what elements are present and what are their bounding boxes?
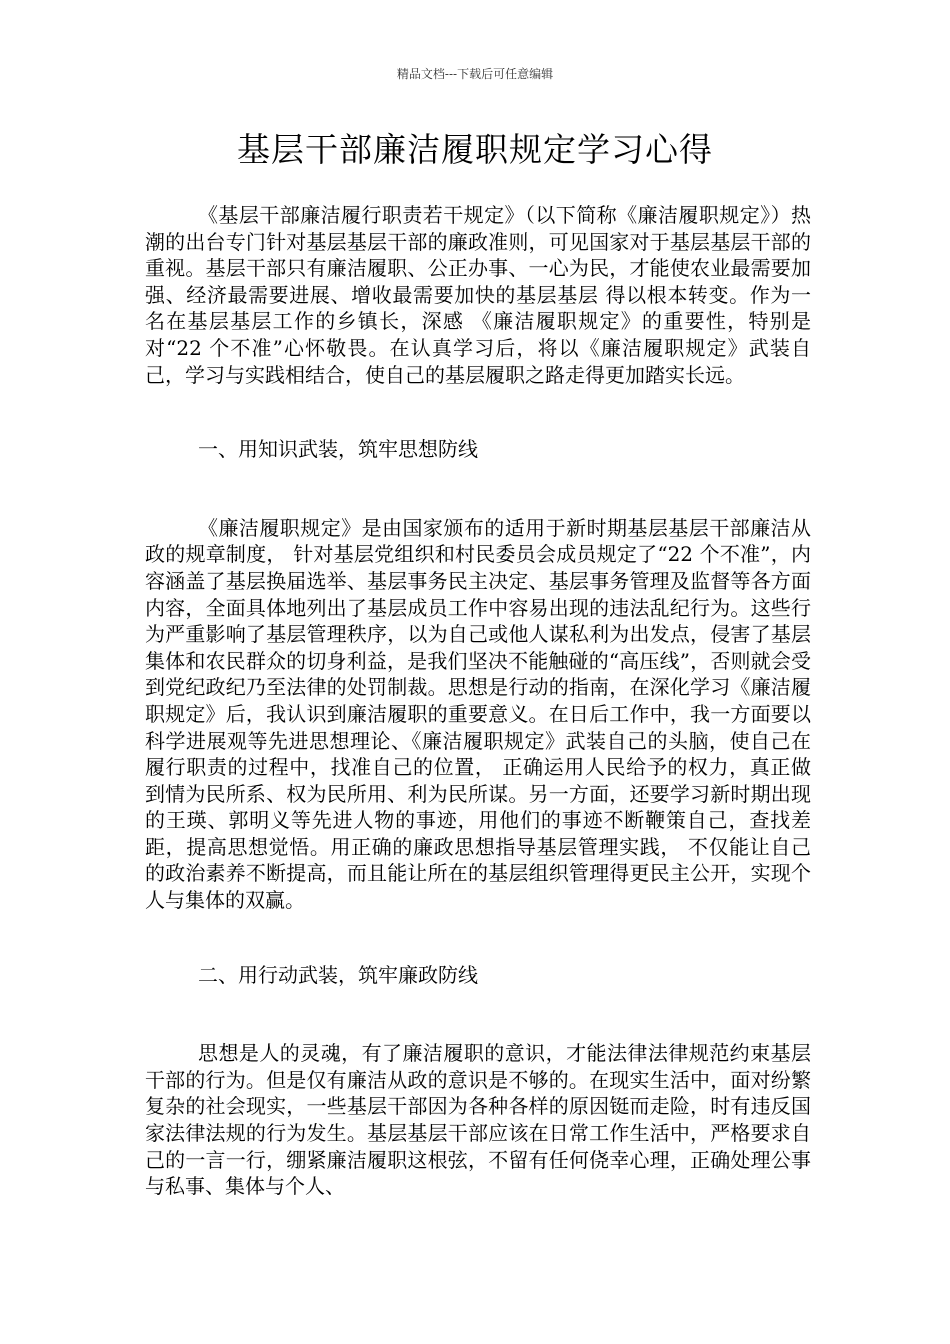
section-heading-2: 二、用行动武装，筑牢廉政防线 (198, 962, 478, 987)
intro-paragraph: 《基层干部廉洁履行职责若干规定》（以下简称《廉洁履职规定》）热潮的出台专门针对基层基层干部的廉政准则，可见国家对于基层基层干部的重视。基层干部只有廉洁履职、公正办事、一心为民，才能使农业最需要加强、经济最需要进展、增收最需要加快的基层基层 得以根本转变。作为一名在基层基层工作的乡镇长，深感 《廉洁履职规定》的重要性，特别是对“22 个不准”心怀敬畏。在认真学习后，将以《廉洁履职规定》武装自己，学习与实践相结合，使自己的基层履职之路走得更加踏实长远。 (145, 203, 811, 387)
document-body (145, 202, 811, 1200)
spacer (145, 914, 811, 962)
spacer (145, 388, 811, 436)
section-heading-1: 一、用知识武装，筑牢思想防线 (198, 437, 478, 462)
header-note: 精品文档---下载后可任意编辑 (396, 67, 554, 81)
spacer (145, 988, 811, 1040)
document-title: 基层干部廉洁履职规定学习心得 (237, 130, 713, 169)
section-1-paragraph: 《廉洁履职规定》是由国家颁布的适用于新时期基层基层干部廉洁从政的规章制度， 针对基层党组织和村民委员会成员规定了“22 个不准”，内容涵盖了基层换届选举、基层事务民主决定、基层事务管理及监督等各方面内容，全面具体地列出了基层成员工作中容易出现的违法乱纪行为。这些行为严重影响了基层管理秩序，以为自己或他人谋私利为出发点，侵害了基层集体和农民群众的切身利益，是我们坚决不能触碰的“高压线”，否则就会受到党纪政纪乃至法律的处罚制裁。思想是行动的指南，在深化学习《廉洁履职规定》后，我认识到廉洁履职的重要意义。在日后工作中，我一方面要以科学进展观等先进思想理论、《廉洁履职规定》武装自己的头脑，使自己在履行职责的过程中，找准自己的位置， 正确运用人民给予的权力，真正做到情为民所系、权为民所用、利为民所谋。另一方面，还要学习新时期出现的王瑛、郭明义等先进人物的事迹，用他们的事迹不断鞭策自己，查找差距，提高思想觉悟。用正确的廉政思想指导基层管理实践， 不仅能让自己的政治素养不断提高，而且能让所在的基层组织管理得更民主公开，实现个人与集体的双赢。 (145, 515, 811, 913)
spacer (145, 463, 811, 515)
section-2-paragraph: 思想是人的灵魂，有了廉洁履职的意识，才能法律法律规范约束基层干部的行为。但是仅有廉洁从政的意识是不够的。在现实生活中，面对纷繁复杂的社会现实，一些基层干部因为各种各样的原因铤而走险，时有违反国家法律法规的行为发生。基层基层干部应该在日常工作生活中，严格要求自己的一言一行，绷紧廉洁履职这根弦，不留有任何侥幸心理，正确处理公事与私事、集体与个人、 (145, 1041, 811, 1199)
